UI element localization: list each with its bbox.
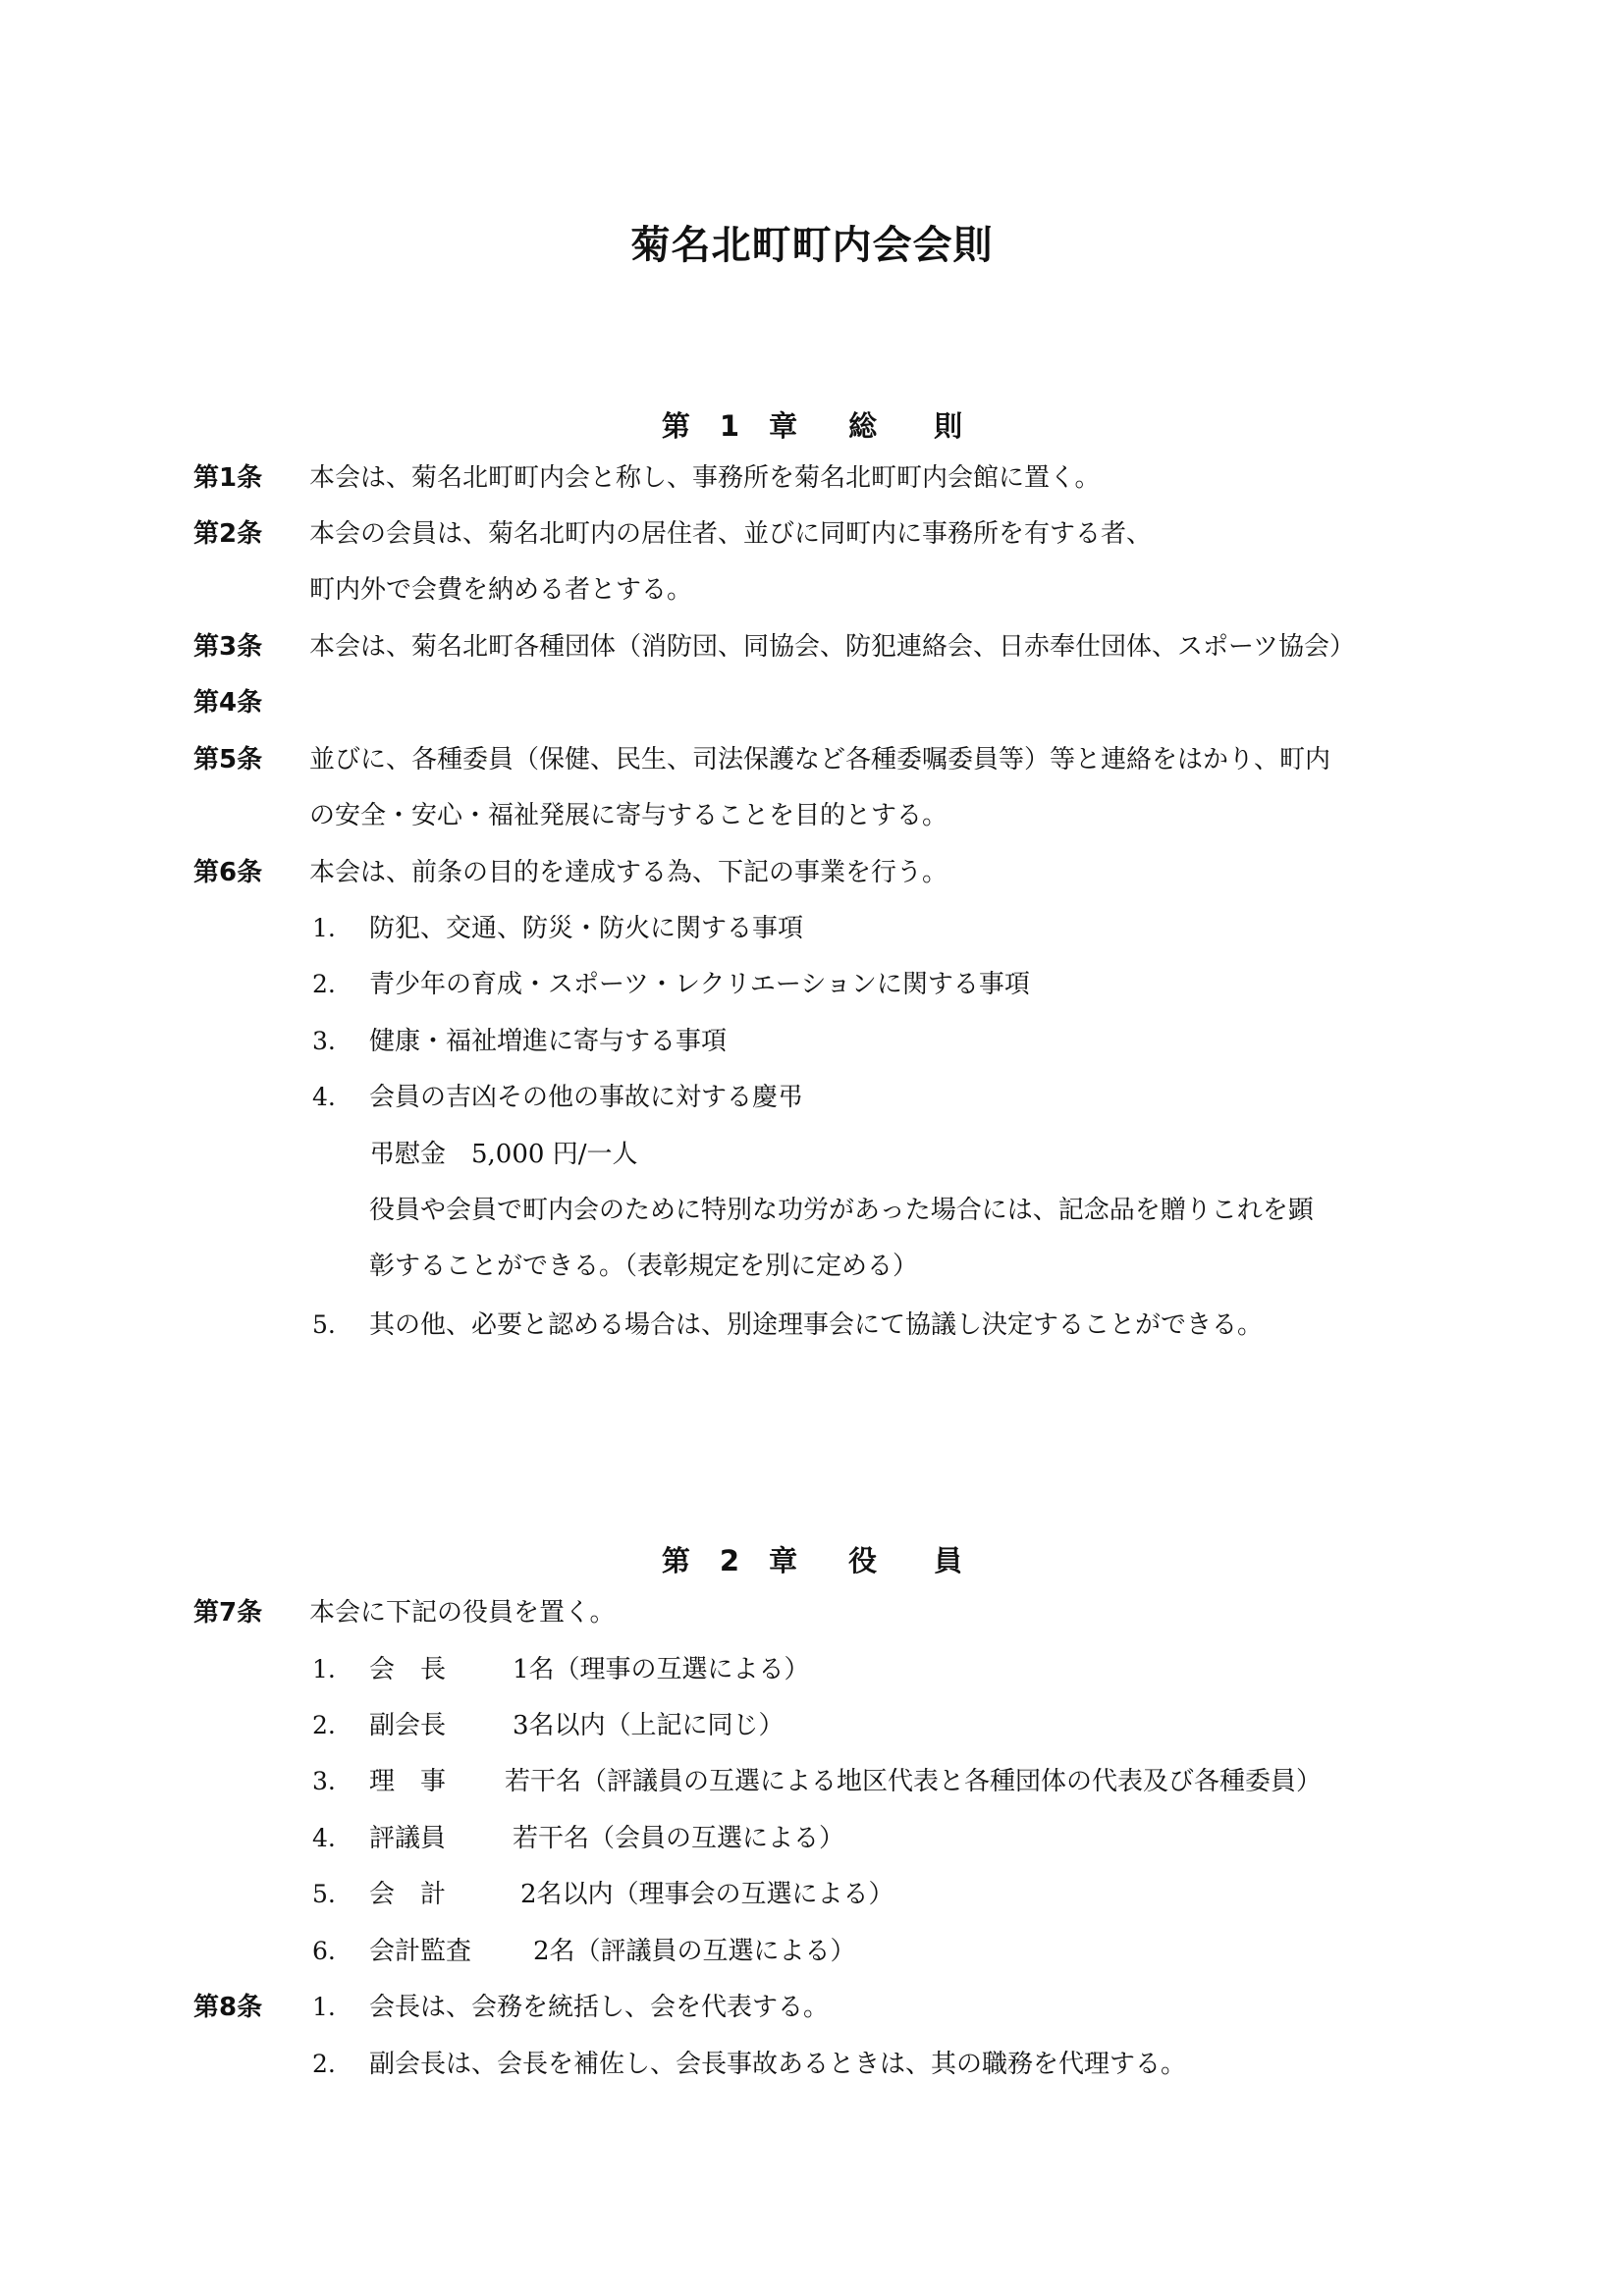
chapter-1-title-char2: 則: [934, 409, 963, 443]
article-text: 本会は、菊名北町各種団体（消防団、同協会、防犯連絡会、日赤奉仕団体、スポーツ協会）: [309, 632, 1355, 662]
item-number: 2.: [312, 2050, 336, 2078]
chapter-1-heading: [0, 404, 1624, 445]
chapter-1-number: 1: [719, 409, 740, 443]
article-text: 本会は、菊名北町町内会と称し、事務所を菊名北町町内会館に置く。: [309, 463, 1101, 493]
document-title: 菊名北町町内会会則: [630, 223, 994, 268]
article-label: 第7条: [193, 1598, 263, 1628]
officer-description: 1名（理事の互選による）: [513, 1655, 810, 1684]
chapter-2-title-char2: 員: [934, 1544, 963, 1577]
article-text: 町内外で会費を納める者とする。: [309, 575, 693, 605]
article-label: 第5条: [193, 745, 263, 774]
item-number: 1.: [312, 1655, 336, 1683]
article-label: 第8条: [193, 1993, 263, 2022]
officer-description: 2名以内（理事会の互選による）: [520, 1880, 894, 1909]
officer-role: 理 事: [369, 1767, 447, 1796]
officer-role: 会 計: [369, 1880, 447, 1909]
officer-role: 会計監査: [369, 1937, 472, 1966]
officer-description: 3名以内（上記に同じ）: [513, 1711, 785, 1740]
officer-role: 副会長: [369, 1711, 447, 1740]
item-subtext: 弔慰金 5,000 円/一人: [369, 1140, 638, 1169]
item-subtext: 役員や会員で町内会のために特別な功労があった場合には、記念品を贈りこれを顕: [369, 1196, 1314, 1225]
chapter-1-prefix: 第: [661, 409, 690, 443]
article-label: 第1条: [193, 463, 263, 493]
chapter-2-number: 2: [719, 1544, 740, 1577]
item-number: 4.: [312, 1083, 336, 1111]
item-number: 2.: [312, 970, 336, 998]
officer-description: 2名（評議員の互選による）: [533, 1937, 856, 1966]
officer-description: 若干名（会員の互選による）: [513, 1824, 845, 1853]
article-label: 第6条: [193, 858, 263, 887]
item-text: 会員の吉凶その他の事故に対する慶弔: [369, 1083, 804, 1112]
item-number: 5.: [312, 1310, 336, 1339]
article-text: 本会の会員は、菊名北町内の居住者、並びに同町内に事務所を有する者、: [309, 519, 1153, 549]
item-number: 3.: [312, 1767, 336, 1795]
article-text: 並びに、各種委員（保健、民生、司法保護など各種委嘱委員等）等と連絡をはかり、町内: [309, 745, 1331, 774]
chapter-2-heading: [0, 1539, 1624, 1579]
article-text: 本会に下記の役員を置く。: [309, 1598, 616, 1628]
chapter-2-prefix: 第: [661, 1544, 690, 1577]
item-number: 4.: [312, 1824, 336, 1852]
chapter-2-suffix: 章: [769, 1544, 798, 1577]
item-text: 其の他、必要と認める場合は、別途理事会にて協議し決定することができる。: [369, 1310, 1264, 1340]
item-number: 3.: [312, 1027, 336, 1055]
item-text: 防犯、交通、防災・防火に関する事項: [369, 914, 804, 943]
item-number: 6.: [312, 1937, 336, 1965]
article-text: 本会は、前条の目的を達成する為、下記の事業を行う。: [309, 858, 948, 887]
item-text: 副会長は、会長を補佐し、会長事故あるときは、其の職務を代理する。: [369, 2050, 1187, 2079]
item-subtext: 彰することができる。（表彰規定を別に定める）: [369, 1252, 919, 1281]
item-text: 健康・福祉増進に寄与する事項: [369, 1027, 728, 1056]
chapter-2-title-char1: 役: [848, 1544, 878, 1577]
chapter-1-title-char1: 総: [848, 409, 878, 443]
chapter-1-suffix: 章: [769, 409, 798, 443]
article-label: 第4条: [193, 688, 263, 718]
item-text: 会長は、会務を統括し、会を代表する。: [369, 1993, 830, 2022]
item-number: 5.: [312, 1880, 336, 1908]
article-text: の安全・安心・福祉発展に寄与することを目的とする。: [309, 801, 948, 830]
article-label: 第3条: [193, 632, 263, 662]
item-number: 2.: [312, 1711, 336, 1739]
article-label: 第2条: [193, 519, 263, 549]
officer-role: 会 長: [369, 1655, 447, 1684]
officer-description: 若干名（評議員の互選による地区代表と各種団体の代表及び各種委員）: [505, 1767, 1323, 1796]
item-number: 1.: [312, 1993, 336, 2021]
item-number: 1.: [312, 914, 336, 942]
officer-role: 評議員: [369, 1824, 447, 1853]
item-text: 青少年の育成・スポーツ・レクリエーションに関する事項: [369, 970, 1030, 999]
